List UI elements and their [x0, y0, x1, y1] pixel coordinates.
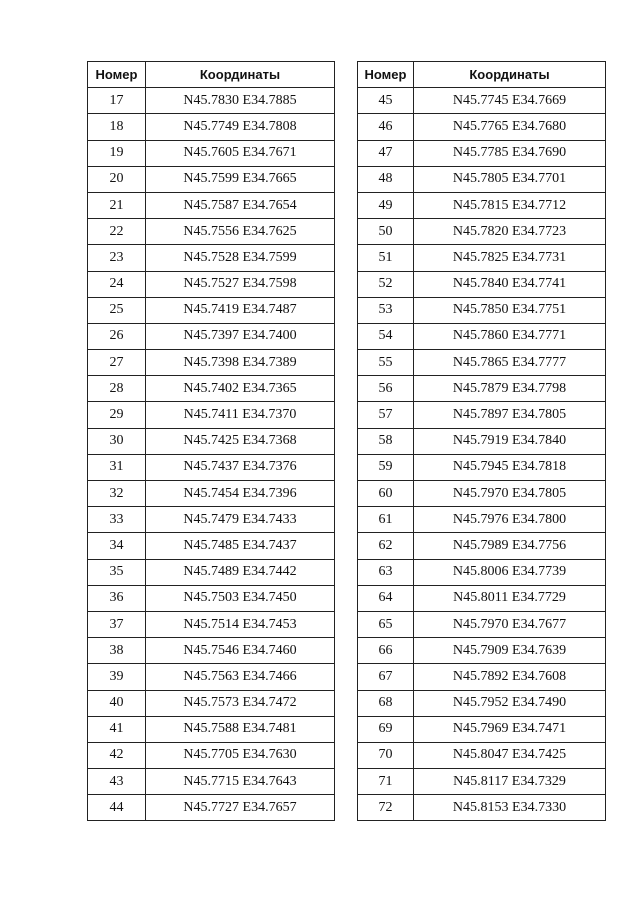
coordinates-cell: N45.7556 E34.7625	[146, 219, 335, 245]
point-number-cell: 64	[358, 585, 414, 611]
table-row	[358, 559, 606, 585]
coordinates-cell: N45.7765 E34.7680	[414, 114, 606, 140]
coordinates-cell: N45.7605 E34.7671	[146, 140, 335, 166]
table-row	[358, 507, 606, 533]
table-row	[88, 114, 335, 140]
coordinates-cell: N45.7402 E34.7365	[146, 376, 335, 402]
point-number-cell: 34	[88, 533, 146, 559]
point-number-cell: 23	[88, 245, 146, 271]
column-header-coordinates: Координаты	[414, 62, 606, 88]
coordinates-cell: N45.7573 E34.7472	[146, 690, 335, 716]
table-row	[88, 638, 335, 664]
table-row	[88, 88, 335, 114]
coordinates-cell: N45.7485 E34.7437	[146, 533, 335, 559]
table-row	[358, 219, 606, 245]
point-number-cell: 39	[88, 664, 146, 690]
coordinates-cell: N45.7546 E34.7460	[146, 638, 335, 664]
table-row	[358, 245, 606, 271]
point-number-cell: 20	[88, 166, 146, 192]
table-row	[358, 454, 606, 480]
point-number-cell: 72	[358, 795, 414, 821]
coordinates-cell: N45.7745 E34.7669	[414, 88, 606, 114]
table-row	[88, 166, 335, 192]
point-number-cell: 51	[358, 245, 414, 271]
point-number-cell: 49	[358, 192, 414, 218]
point-number-cell: 36	[88, 585, 146, 611]
coordinates-cell: N45.7587 E34.7654	[146, 192, 335, 218]
coordinates-cell: N45.7489 E34.7442	[146, 559, 335, 585]
coordinates-cell: N45.8153 E34.7330	[414, 795, 606, 821]
table-row	[88, 376, 335, 402]
point-number-cell: 71	[358, 769, 414, 795]
coordinates-cell: N45.7727 E34.7657	[146, 795, 335, 821]
point-number-cell: 50	[358, 219, 414, 245]
table-header-row	[88, 62, 335, 88]
coordinates-cell: N45.7909 E34.7639	[414, 638, 606, 664]
table-row	[358, 716, 606, 742]
table-row	[88, 245, 335, 271]
coordinates-cell: N45.7528 E34.7599	[146, 245, 335, 271]
point-number-cell: 40	[88, 690, 146, 716]
point-number-cell: 32	[88, 481, 146, 507]
coordinates-cell: N45.7969 E34.7471	[414, 716, 606, 742]
table-row	[88, 481, 335, 507]
coordinates-cell: N45.7588 E34.7481	[146, 716, 335, 742]
point-number-cell: 69	[358, 716, 414, 742]
coordinates-cell: N45.7840 E34.7741	[414, 271, 606, 297]
point-number-cell: 29	[88, 402, 146, 428]
coordinates-cell: N45.7850 E34.7751	[414, 297, 606, 323]
table-row	[358, 166, 606, 192]
coordinates-cell: N45.7715 E34.7643	[146, 769, 335, 795]
table-row	[358, 481, 606, 507]
point-number-cell: 62	[358, 533, 414, 559]
coordinates-table-right	[357, 61, 606, 821]
coordinates-cell: N45.7919 E34.7840	[414, 428, 606, 454]
table-row	[88, 585, 335, 611]
table-row	[358, 795, 606, 821]
point-number-cell: 52	[358, 271, 414, 297]
table-row	[358, 323, 606, 349]
point-number-cell: 59	[358, 454, 414, 480]
table-row	[358, 690, 606, 716]
coordinates-cell: N45.7976 E34.7800	[414, 507, 606, 533]
point-number-cell: 28	[88, 376, 146, 402]
point-number-cell: 57	[358, 402, 414, 428]
column-header-coordinates: Координаты	[146, 62, 335, 88]
coordinates-cell: N45.7437 E34.7376	[146, 454, 335, 480]
coordinates-cell: N45.7892 E34.7608	[414, 664, 606, 690]
coordinates-cell: N45.7860 E34.7771	[414, 323, 606, 349]
table-header-row	[358, 62, 606, 88]
point-number-cell: 25	[88, 297, 146, 323]
table-row	[88, 795, 335, 821]
table-row	[88, 192, 335, 218]
coordinates-cell: N45.7479 E34.7433	[146, 507, 335, 533]
table-row	[88, 533, 335, 559]
coordinates-cell: N45.8006 E34.7739	[414, 559, 606, 585]
point-number-cell: 58	[358, 428, 414, 454]
point-number-cell: 35	[88, 559, 146, 585]
point-number-cell: 53	[358, 297, 414, 323]
point-number-cell: 45	[358, 88, 414, 114]
point-number-cell: 44	[88, 795, 146, 821]
point-number-cell: 21	[88, 192, 146, 218]
point-number-cell: 66	[358, 638, 414, 664]
table-row	[358, 638, 606, 664]
coordinates-cell: N45.7419 E34.7487	[146, 297, 335, 323]
point-number-cell: 63	[358, 559, 414, 585]
table-row	[88, 350, 335, 376]
table-row	[88, 140, 335, 166]
coordinates-cell: N45.7454 E34.7396	[146, 481, 335, 507]
table-row	[88, 742, 335, 768]
coordinates-cell: N45.7945 E34.7818	[414, 454, 606, 480]
table-row	[358, 140, 606, 166]
table-row	[358, 271, 606, 297]
table-row	[88, 769, 335, 795]
point-number-cell: 70	[358, 742, 414, 768]
table-row	[358, 769, 606, 795]
table-row	[88, 297, 335, 323]
coordinates-cell: N45.7749 E34.7808	[146, 114, 335, 140]
table-row	[358, 297, 606, 323]
point-number-cell: 48	[358, 166, 414, 192]
point-number-cell: 19	[88, 140, 146, 166]
table-row	[358, 611, 606, 637]
point-number-cell: 33	[88, 507, 146, 533]
table-row	[88, 402, 335, 428]
table-row	[88, 507, 335, 533]
point-number-cell: 17	[88, 88, 146, 114]
coordinates-cell: N45.7503 E34.7450	[146, 585, 335, 611]
point-number-cell: 67	[358, 664, 414, 690]
table-row	[358, 533, 606, 559]
coordinates-cell: N45.7398 E34.7389	[146, 350, 335, 376]
table-row	[88, 664, 335, 690]
coordinates-cell: N45.7599 E34.7665	[146, 166, 335, 192]
coordinates-cell: N45.7879 E34.7798	[414, 376, 606, 402]
point-number-cell: 54	[358, 323, 414, 349]
point-number-cell: 56	[358, 376, 414, 402]
point-number-cell: 43	[88, 769, 146, 795]
table-row	[358, 402, 606, 428]
point-number-cell: 31	[88, 454, 146, 480]
table-row	[88, 611, 335, 637]
coordinates-cell: N45.7527 E34.7598	[146, 271, 335, 297]
point-number-cell: 38	[88, 638, 146, 664]
coordinates-cell: N45.7563 E34.7466	[146, 664, 335, 690]
table-row	[88, 690, 335, 716]
coordinates-cell: N45.7970 E34.7805	[414, 481, 606, 507]
table-row	[88, 219, 335, 245]
table-row	[88, 559, 335, 585]
point-number-cell: 30	[88, 428, 146, 454]
point-number-cell: 22	[88, 219, 146, 245]
table-row	[358, 428, 606, 454]
point-number-cell: 41	[88, 716, 146, 742]
point-number-cell: 46	[358, 114, 414, 140]
table-row	[358, 350, 606, 376]
table-body-left	[88, 88, 335, 821]
point-number-cell: 68	[358, 690, 414, 716]
coordinates-cell: N45.7514 E34.7453	[146, 611, 335, 637]
table-row	[88, 716, 335, 742]
table-row	[88, 323, 335, 349]
coordinates-cell: N45.8047 E34.7425	[414, 742, 606, 768]
coordinates-cell: N45.7785 E34.7690	[414, 140, 606, 166]
table-row	[88, 271, 335, 297]
coordinates-cell: N45.7830 E34.7885	[146, 88, 335, 114]
table-row	[358, 376, 606, 402]
table-row	[358, 664, 606, 690]
coordinates-cell: N45.7989 E34.7756	[414, 533, 606, 559]
coordinates-cell: N45.7705 E34.7630	[146, 742, 335, 768]
coordinates-cell: N45.7411 E34.7370	[146, 402, 335, 428]
point-number-cell: 55	[358, 350, 414, 376]
table-row	[88, 454, 335, 480]
column-header-number: Номер	[358, 62, 414, 88]
table-row	[358, 585, 606, 611]
table-body-right	[358, 88, 606, 821]
coordinates-cell: N45.7805 E34.7701	[414, 166, 606, 192]
coordinates-cell: N45.7425 E34.7368	[146, 428, 335, 454]
point-number-cell: 60	[358, 481, 414, 507]
coordinates-cell: N45.7825 E34.7731	[414, 245, 606, 271]
table-row	[358, 88, 606, 114]
point-number-cell: 37	[88, 611, 146, 637]
point-number-cell: 61	[358, 507, 414, 533]
column-header-number: Номер	[88, 62, 146, 88]
coordinates-cell: N45.7970 E34.7677	[414, 611, 606, 637]
coordinates-cell: N45.7897 E34.7805	[414, 402, 606, 428]
point-number-cell: 65	[358, 611, 414, 637]
table-row	[358, 742, 606, 768]
coordinates-cell: N45.8011 E34.7729	[414, 585, 606, 611]
table-row	[88, 428, 335, 454]
point-number-cell: 26	[88, 323, 146, 349]
coordinates-cell: N45.7865 E34.7777	[414, 350, 606, 376]
table-row	[358, 114, 606, 140]
point-number-cell: 18	[88, 114, 146, 140]
point-number-cell: 42	[88, 742, 146, 768]
coordinates-table-left	[87, 61, 335, 821]
point-number-cell: 24	[88, 271, 146, 297]
point-number-cell: 47	[358, 140, 414, 166]
coordinates-cell: N45.7820 E34.7723	[414, 219, 606, 245]
table-row	[358, 192, 606, 218]
coordinates-cell: N45.7397 E34.7400	[146, 323, 335, 349]
point-number-cell: 27	[88, 350, 146, 376]
coordinates-cell: N45.7952 E34.7490	[414, 690, 606, 716]
coordinates-cell: N45.7815 E34.7712	[414, 192, 606, 218]
coordinates-cell: N45.8117 E34.7329	[414, 769, 606, 795]
